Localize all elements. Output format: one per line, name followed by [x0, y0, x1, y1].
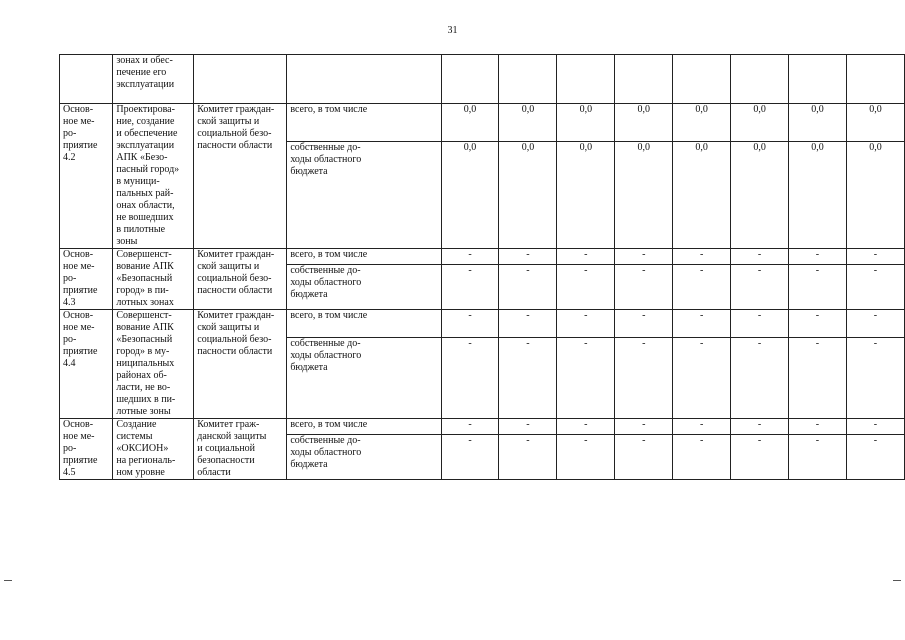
funding-source-line: бюджета — [290, 362, 328, 374]
executor-cell — [194, 249, 287, 310]
funding-source-line: ходы областного — [290, 153, 362, 165]
activity-name-line: лотные зоны — [116, 406, 171, 417]
funding-value-cell: 0,0 — [846, 141, 904, 248]
activities-table — [59, 54, 905, 480]
executor-line: пасности области — [197, 285, 273, 296]
activity-name-cell — [113, 419, 194, 480]
funding-value-cell: - — [441, 434, 499, 479]
funding-value-cell: - — [789, 264, 847, 309]
activity-code-line: 4.5 — [63, 467, 76, 478]
executor-line: пасности области — [197, 346, 273, 357]
executor-cell — [194, 310, 287, 419]
executor-line: области — [197, 467, 231, 478]
funding-value-cell: 0,0 — [615, 104, 673, 142]
funding-value-cell: - — [731, 249, 789, 265]
funding-source-cell — [287, 264, 441, 309]
cont-name-cell — [113, 55, 194, 104]
funding-value-cell: - — [441, 310, 499, 338]
funding-source-cell — [287, 104, 441, 142]
activity-row — [60, 310, 905, 338]
activity-name-line: вование АПК — [116, 261, 174, 272]
funding-value-cell: - — [789, 419, 847, 435]
executor-line: социальной безо- — [197, 334, 272, 345]
activity-name-line: Создание — [116, 419, 157, 430]
activity-code-cell — [60, 249, 113, 310]
activity-code-line: приятие — [63, 346, 98, 357]
funding-source-cell — [287, 141, 441, 248]
funding-source-line: бюджета — [290, 165, 328, 177]
cont-value-cell — [615, 55, 673, 104]
funding-source-cell — [287, 434, 441, 479]
activity-code-line: ное ме- — [63, 431, 95, 442]
activity-name-line: пальных рай- — [116, 188, 174, 199]
table-body — [60, 55, 905, 480]
executor-line: ской защиты и — [197, 261, 260, 272]
executor-line: Комитет граждан- — [197, 310, 275, 321]
activity-name-cell — [113, 249, 194, 310]
activity-name-line: Совершенст- — [116, 249, 172, 260]
cont-value-cell — [499, 55, 557, 104]
funding-value-cell: - — [846, 249, 904, 265]
activity-name-line: «Безопасный — [116, 334, 173, 345]
funding-source-line: всего, в том числе — [290, 419, 368, 430]
activity-name-line: вование АПК — [116, 322, 174, 333]
activity-name-line: АПК «Безо- — [116, 152, 168, 163]
activity-name-line: Проектирова- — [116, 104, 175, 115]
funding-value-cell: 0,0 — [499, 104, 557, 142]
funding-value-cell: - — [441, 419, 499, 435]
activity-name-line: пасный город» — [116, 164, 180, 175]
activity-code-line: ро- — [63, 273, 77, 284]
funding-value-cell: - — [441, 338, 499, 419]
cont-value-cell — [789, 55, 847, 104]
activity-name-line: не вошедших — [116, 212, 174, 223]
funding-value-cell: - — [557, 249, 615, 265]
funding-source-line: бюджета — [290, 288, 328, 300]
funding-value-cell: - — [673, 434, 731, 479]
funding-source-line: ходы областного — [290, 350, 362, 362]
funding-value-cell: 0,0 — [673, 141, 731, 248]
funding-value-cell: - — [557, 310, 615, 338]
activity-name-line: ном уровне — [116, 467, 165, 478]
executor-line: ской защиты и — [197, 116, 260, 127]
executor-cell — [194, 419, 287, 480]
right-edge-mark — [893, 580, 901, 581]
activity-name-line: «Безопасный — [116, 273, 173, 284]
funding-value-cell: - — [615, 264, 673, 309]
funding-value-cell: - — [731, 434, 789, 479]
activity-row — [60, 419, 905, 435]
funding-value-cell: 0,0 — [673, 104, 731, 142]
funding-source-line: всего, в том числе — [290, 249, 368, 260]
funding-value-cell: - — [557, 264, 615, 309]
funding-value-cell: - — [846, 338, 904, 419]
funding-value-cell: - — [731, 338, 789, 419]
funding-source-line: собственные до- — [290, 264, 361, 276]
executor-line: ской защиты и — [197, 322, 260, 333]
funding-value-cell: - — [731, 310, 789, 338]
activity-code-line: приятие — [63, 455, 98, 466]
activity-name-line: системы — [116, 431, 153, 442]
activity-name-line: Совершенст- — [116, 310, 172, 321]
funding-value-cell: - — [731, 264, 789, 309]
activity-row — [60, 104, 905, 142]
cont-name-line: эксплуатации — [116, 79, 175, 90]
activity-name-line: ниципальных — [116, 358, 175, 369]
funding-value-cell: - — [673, 338, 731, 419]
activity-name-line: в муници- — [116, 176, 160, 187]
activity-code-cell — [60, 104, 113, 249]
cont-executor-cell — [194, 55, 287, 104]
funding-value-cell: - — [846, 264, 904, 309]
executor-line: Комитет граждан- — [197, 104, 275, 115]
funding-value-cell: 0,0 — [441, 141, 499, 248]
funding-value-cell: - — [499, 310, 557, 338]
funding-value-cell: - — [789, 338, 847, 419]
funding-value-cell: 0,0 — [789, 141, 847, 248]
funding-value-cell: 0,0 — [557, 104, 615, 142]
executor-cell — [194, 104, 287, 249]
funding-source-line: собственные до- — [290, 338, 361, 350]
activity-name-line: ние, создание — [116, 116, 175, 127]
cont-value-cell — [441, 55, 499, 104]
funding-value-cell: - — [615, 249, 673, 265]
activity-name-line: зоны — [116, 236, 138, 247]
funding-value-cell: - — [499, 434, 557, 479]
funding-source-cell — [287, 310, 441, 338]
activity-name-line: шедших в пи- — [116, 394, 176, 405]
activity-name-line: и обеспечение — [116, 128, 178, 139]
funding-value-cell: - — [557, 434, 615, 479]
activity-code-line: Основ- — [63, 310, 94, 321]
activity-name-line: город» в му- — [116, 346, 170, 357]
activity-name-line: эксплуатации — [116, 140, 175, 151]
activity-code-line: 4.3 — [63, 297, 76, 308]
cont-value-cell — [557, 55, 615, 104]
activity-code-line: ное ме- — [63, 322, 95, 333]
funding-value-cell: - — [673, 249, 731, 265]
activity-code-cell — [60, 310, 113, 419]
executor-line: и социальной — [197, 443, 256, 454]
activity-name-line: на региональ- — [116, 455, 176, 466]
funding-value-cell: - — [846, 419, 904, 435]
funding-value-cell: 0,0 — [499, 141, 557, 248]
cont-name-line: зонах и обес- — [116, 55, 173, 66]
activity-code-line: Основ- — [63, 419, 94, 430]
cont-value-cell — [673, 55, 731, 104]
funding-value-cell: - — [673, 264, 731, 309]
executor-line: данской защиты — [197, 431, 267, 442]
activity-code-line: ро- — [63, 443, 77, 454]
funding-value-cell: - — [499, 264, 557, 309]
funding-source-cell — [287, 249, 441, 265]
continued-row — [60, 55, 905, 104]
executor-line: безопасности — [197, 455, 255, 466]
funding-value-cell: - — [615, 419, 673, 435]
funding-source-line: всего, в том числе — [290, 310, 368, 321]
funding-value-cell: - — [673, 419, 731, 435]
funding-value-cell: - — [499, 338, 557, 419]
left-edge-mark — [4, 580, 12, 581]
activity-name-line: лотных зонах — [116, 297, 174, 308]
funding-value-cell: 0,0 — [789, 104, 847, 142]
activity-name-line: районах об- — [116, 370, 167, 381]
funding-value-cell: - — [789, 434, 847, 479]
activity-name-cell — [113, 310, 194, 419]
funding-source-cell — [287, 419, 441, 435]
funding-value-cell: 0,0 — [557, 141, 615, 248]
funding-value-cell: - — [846, 310, 904, 338]
funding-value-cell: - — [846, 434, 904, 479]
cont-name-line: печение его — [116, 67, 167, 78]
funding-value-cell: - — [499, 419, 557, 435]
activity-code-line: 4.4 — [63, 358, 76, 369]
funding-source-line: всего, в том числе — [290, 104, 368, 115]
funding-source-line: бюджета — [290, 458, 328, 470]
activity-name-line: ласти, не во- — [116, 382, 171, 393]
activity-row — [60, 249, 905, 265]
funding-source-line: ходы областного — [290, 276, 362, 288]
activity-name-line: «ОКСИОН» — [116, 443, 169, 454]
activity-code-line: ро- — [63, 128, 77, 139]
executor-line: Комитет граж- — [197, 419, 260, 430]
funding-source-line: собственные до- — [290, 434, 361, 446]
executor-line: пасности области — [197, 140, 273, 151]
activity-name-line: в пилотные — [116, 224, 166, 235]
funding-value-cell: - — [441, 264, 499, 309]
cont-source-cell — [287, 55, 441, 104]
funding-value-cell: - — [789, 310, 847, 338]
funding-value-cell: 0,0 — [731, 141, 789, 248]
activity-code-line: приятие — [63, 285, 98, 296]
cont-value-cell — [731, 55, 789, 104]
funding-value-cell: 0,0 — [615, 141, 673, 248]
funding-value-cell: - — [615, 434, 673, 479]
funding-value-cell: 0,0 — [441, 104, 499, 142]
funding-value-cell: - — [615, 338, 673, 419]
activity-code-line: ное ме- — [63, 116, 95, 127]
executor-line: социальной безо- — [197, 273, 272, 284]
activity-name-line: онах области, — [116, 200, 175, 211]
cont-code-cell — [60, 55, 113, 104]
funding-value-cell: - — [557, 338, 615, 419]
activity-code-line: Основ- — [63, 104, 94, 115]
activity-code-line: 4.2 — [63, 152, 76, 163]
cont-value-cell — [846, 55, 904, 104]
funding-value-cell: - — [615, 310, 673, 338]
funding-source-cell — [287, 338, 441, 419]
funding-value-cell: - — [441, 249, 499, 265]
activity-code-line: Основ- — [63, 249, 94, 260]
activity-name-line: город» в пи- — [116, 285, 169, 296]
activity-code-line: ро- — [63, 334, 77, 345]
funding-value-cell: - — [557, 419, 615, 435]
funding-value-cell: - — [789, 249, 847, 265]
funding-value-cell: - — [731, 419, 789, 435]
funding-source-line: собственные до- — [290, 141, 361, 153]
executor-line: социальной безо- — [197, 128, 272, 139]
activity-code-cell — [60, 419, 113, 480]
funding-value-cell: 0,0 — [731, 104, 789, 142]
activity-code-line: приятие — [63, 140, 98, 151]
funding-source-line: ходы областного — [290, 446, 362, 458]
activity-name-cell — [113, 104, 194, 249]
funding-value-cell: 0,0 — [846, 104, 904, 142]
activity-code-line: ное ме- — [63, 261, 95, 272]
executor-line: Комитет граждан- — [197, 249, 275, 260]
funding-value-cell: - — [499, 249, 557, 265]
funding-value-cell: - — [673, 310, 731, 338]
page-number: 31 — [447, 25, 458, 36]
